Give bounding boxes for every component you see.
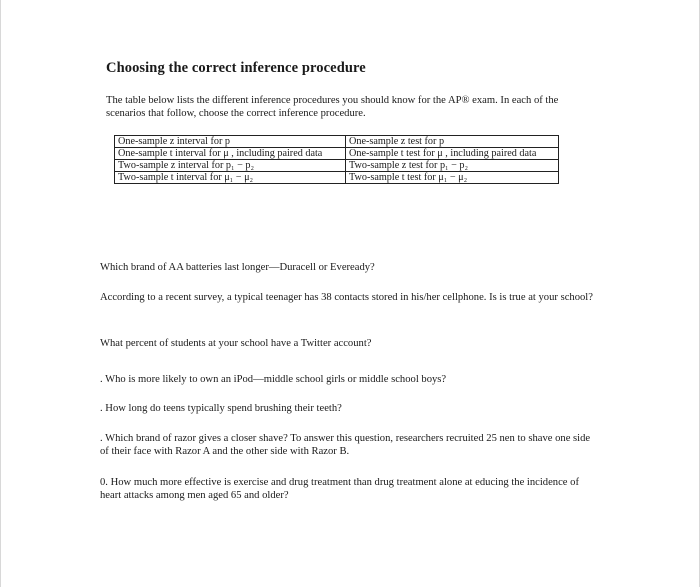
question-exercise: 0. How much more effective is exercise and drug treatment than drug treatment alone at educing the incidence of heart attacks among men aged 65 and older?: [100, 477, 579, 501]
table-cell: Two-sample z test for p₁ − p₂: [346, 160, 559, 172]
table-cell: Two-sample t test for μ₁ − μ₂: [346, 172, 559, 184]
question-brushing: . How long do teens typically spend brushing their teeth?: [100, 403, 342, 414]
table-row: [115, 160, 559, 172]
table-row: [115, 136, 559, 148]
question-ipod: . Who is more likely to own an iPod—middle school girls or middle school boys?: [100, 374, 447, 385]
question-cellphone-contacts: According to a recent survey, a typical teenager has 38 contacts stored in his/her cellphone. Is is true at your school?: [100, 292, 593, 303]
document-title: Choosing the correct inference procedure: [106, 60, 366, 76]
question-twitter: What percent of students at your school have a Twitter account?: [100, 338, 372, 349]
inference-procedures-table: [114, 135, 559, 184]
table-cell: One-sample z interval for p: [115, 136, 346, 148]
table-cell: One-sample z test for p: [346, 136, 559, 148]
table-row: [115, 148, 559, 160]
question-razor: . Which brand of razor gives a closer shave? To answer this question, researchers recruited 25 nen to shave one side of their face with Razor A and the other side with Razor B.: [100, 433, 591, 457]
table-cell: One-sample t interval for μ , including paired data: [115, 148, 346, 160]
table-row: [115, 172, 559, 184]
intro-paragraph: The table below lists the different inference procedures you should know for the AP® exam. In each of the scenarios that follow, choose the correct inference procedure.: [106, 95, 559, 119]
table-cell: Two-sample t interval for μ₁ − μ₂: [115, 172, 346, 184]
table-cell: One-sample t test for μ , including paired data: [346, 148, 559, 160]
question-batteries: Which brand of AA batteries last longer—Duracell or Eveready?: [100, 262, 375, 273]
table-cell: Two-sample z interval for p₁ − p₂: [115, 160, 346, 172]
